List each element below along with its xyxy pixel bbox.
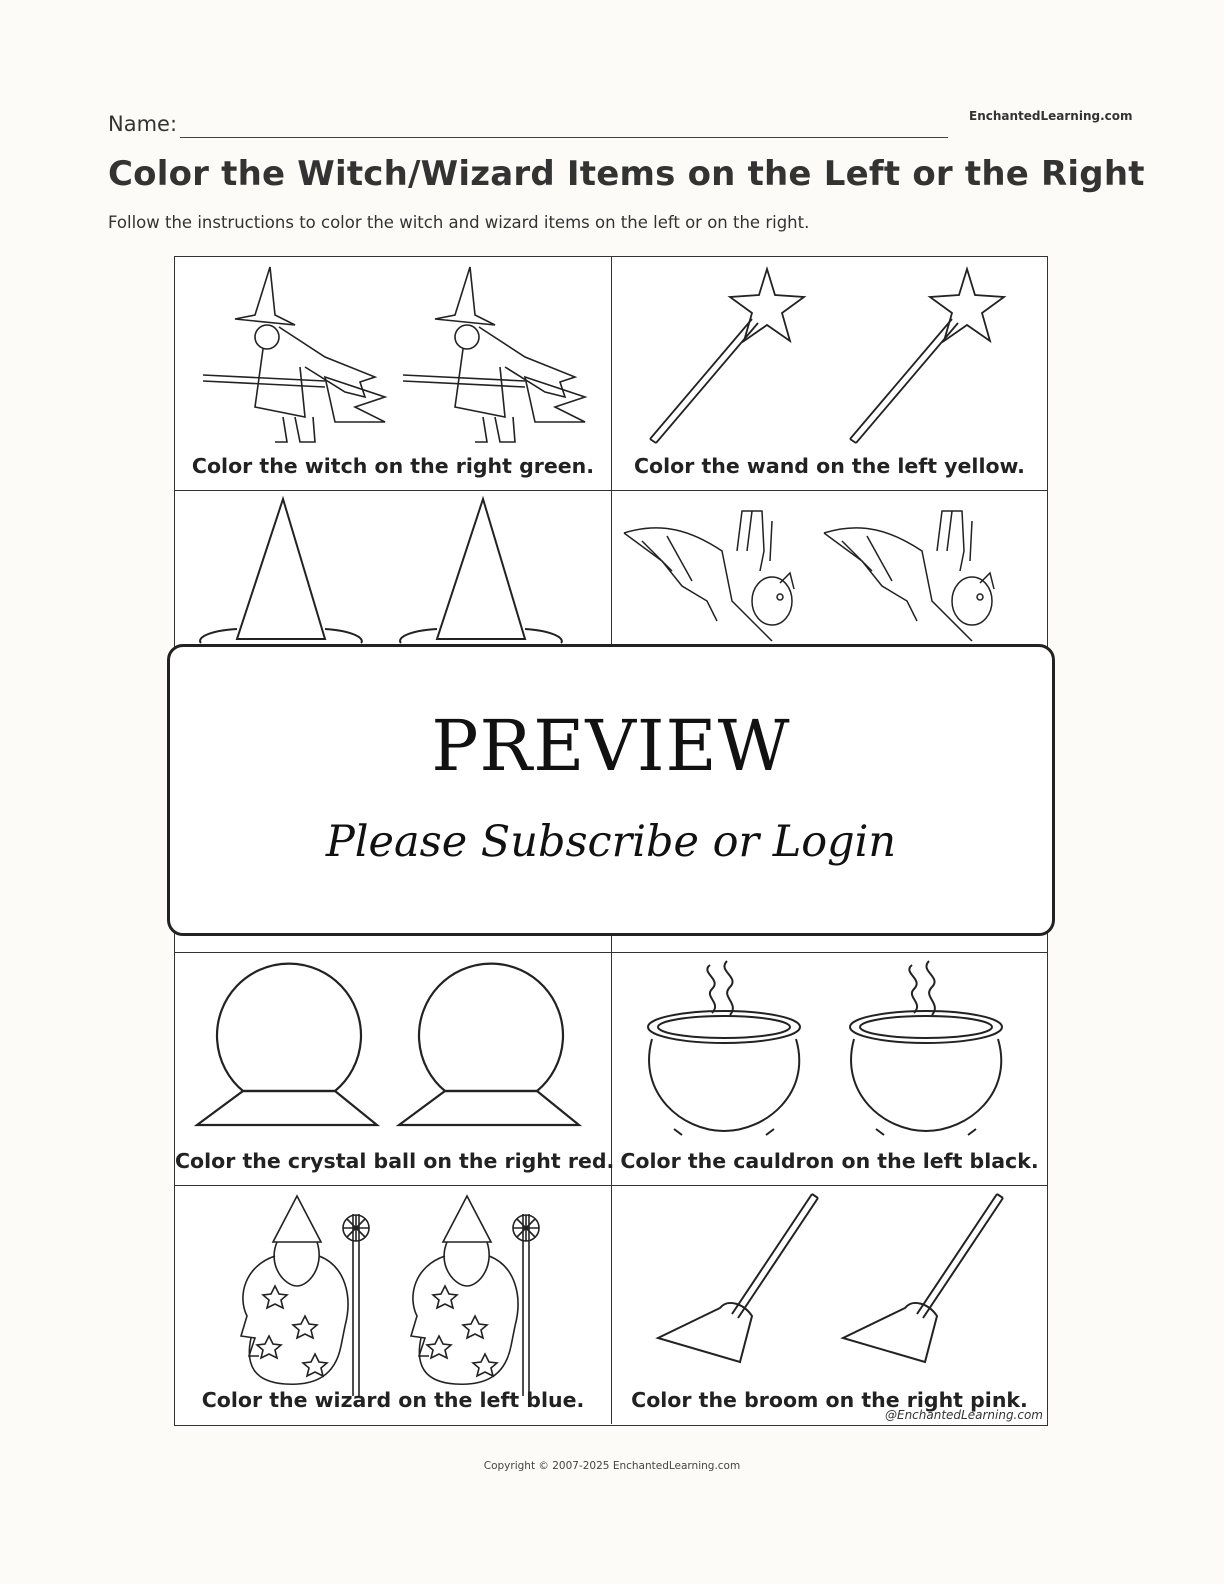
caption: Color the cauldron on the left black. xyxy=(620,1149,1039,1173)
cell-cauldron xyxy=(612,953,1047,1186)
name-row xyxy=(108,110,948,142)
caption: Color the wizard on the left blue. xyxy=(201,1388,585,1412)
copyright: Copyright © 2007-2025 EnchantedLearning.com xyxy=(483,1460,741,1472)
cell-broom xyxy=(612,1186,1047,1424)
page-title: Color the Witch/Wizard Items on the Left or the Right xyxy=(108,154,1145,194)
watermark: @EnchantedLearning.com xyxy=(884,1408,1043,1422)
subscribe-login-prompt[interactable]: Please Subscribe or Login xyxy=(325,817,897,867)
preview-title: PREVIEW xyxy=(431,705,791,787)
name-line xyxy=(180,137,948,138)
preview-overlay[interactable] xyxy=(167,644,1055,936)
caption: Color the broom on the right pink. xyxy=(631,1388,1028,1412)
cell-witch xyxy=(175,257,612,491)
name-label: Name: xyxy=(108,112,178,136)
caption: Color the witch on the right green. xyxy=(191,454,595,478)
site-brand[interactable]: EnchantedLearning.com xyxy=(969,109,1133,123)
instructions: Follow the instructions to color the witch and wizard items on the left or on the right. xyxy=(108,213,810,232)
cell-wand xyxy=(612,257,1047,491)
caption: Color the wand on the left yellow. xyxy=(634,454,1025,478)
caption: Color the crystal ball on the right red. xyxy=(175,1149,615,1173)
cell-crystal-ball xyxy=(175,953,615,1186)
cell-wizard xyxy=(175,1186,612,1424)
